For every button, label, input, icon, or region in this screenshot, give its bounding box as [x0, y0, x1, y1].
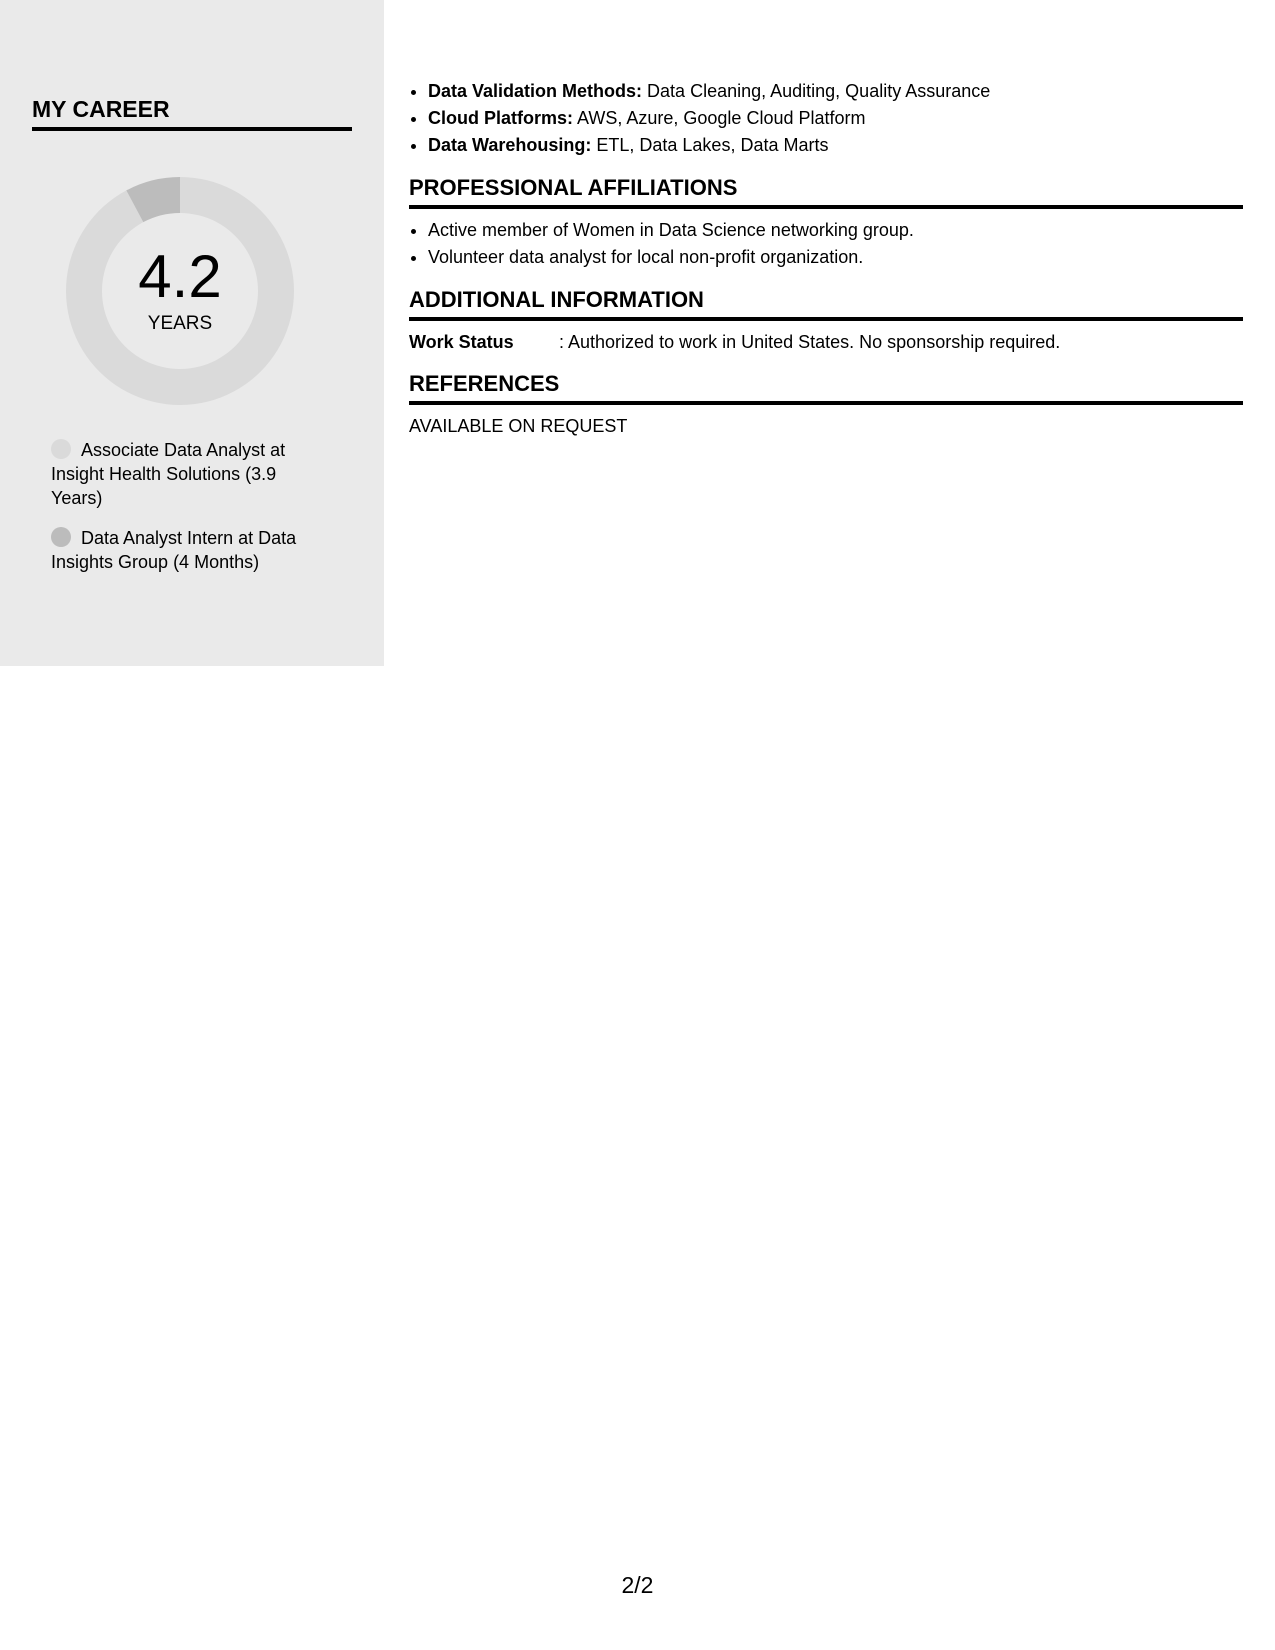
page-number: 2/2 [621, 1572, 654, 1598]
legend-item-associate-analyst [51, 438, 321, 510]
career-legend [51, 438, 321, 590]
skill-item [428, 132, 1243, 159]
legend-label: Data Analyst Intern at Data Insights Group (4 Months) [51, 528, 297, 572]
work-status-label: Work Status [409, 332, 514, 352]
career-total-unit: YEARS [147, 313, 213, 334]
skill-value: Data Cleaning, Auditing, Quality Assurance [647, 81, 991, 101]
skill-label: Cloud Platforms: [428, 108, 574, 128]
work-status-row [409, 329, 1243, 355]
references-heading: REFERENCES [409, 370, 1243, 405]
resume-main-content [409, 78, 1243, 439]
skill-item [428, 78, 1243, 105]
skill-item [428, 105, 1243, 132]
references-text: AVAILABLE ON REQUEST [409, 416, 628, 436]
career-donut-chart [66, 177, 294, 405]
legend-dot [51, 527, 71, 547]
career-title: MY CAREER [32, 96, 352, 131]
skill-label: Data Warehousing: [428, 135, 592, 155]
work-status-value: : Authorized to work in United States. No sponsorship required. [559, 332, 1061, 352]
skill-value: AWS, Azure, Google Cloud Platform [577, 108, 866, 128]
career-total-value: 4.2 [138, 243, 222, 310]
affiliation-item: • Active member of Women in Data Science networking group. [428, 217, 1243, 244]
skill-value: ETL, Data Lakes, Data Marts [596, 135, 829, 155]
skills-list [409, 78, 1243, 159]
legend-label: Associate Data Analyst at Insight Health Solutions (3.9 Years) [51, 440, 286, 508]
career-sidebar [0, 0, 384, 666]
additional-info-heading: ADDITIONAL INFORMATION [409, 286, 1243, 321]
affiliations-list [409, 217, 1243, 271]
legend-item-analyst-intern [51, 526, 321, 574]
affiliation-item: • Volunteer data analyst for local non-profit organization. [428, 244, 1243, 271]
legend-dot [51, 439, 71, 459]
skill-label: Data Validation Methods: [428, 81, 643, 101]
affiliations-heading: PROFESSIONAL AFFILIATIONS [409, 174, 1243, 209]
